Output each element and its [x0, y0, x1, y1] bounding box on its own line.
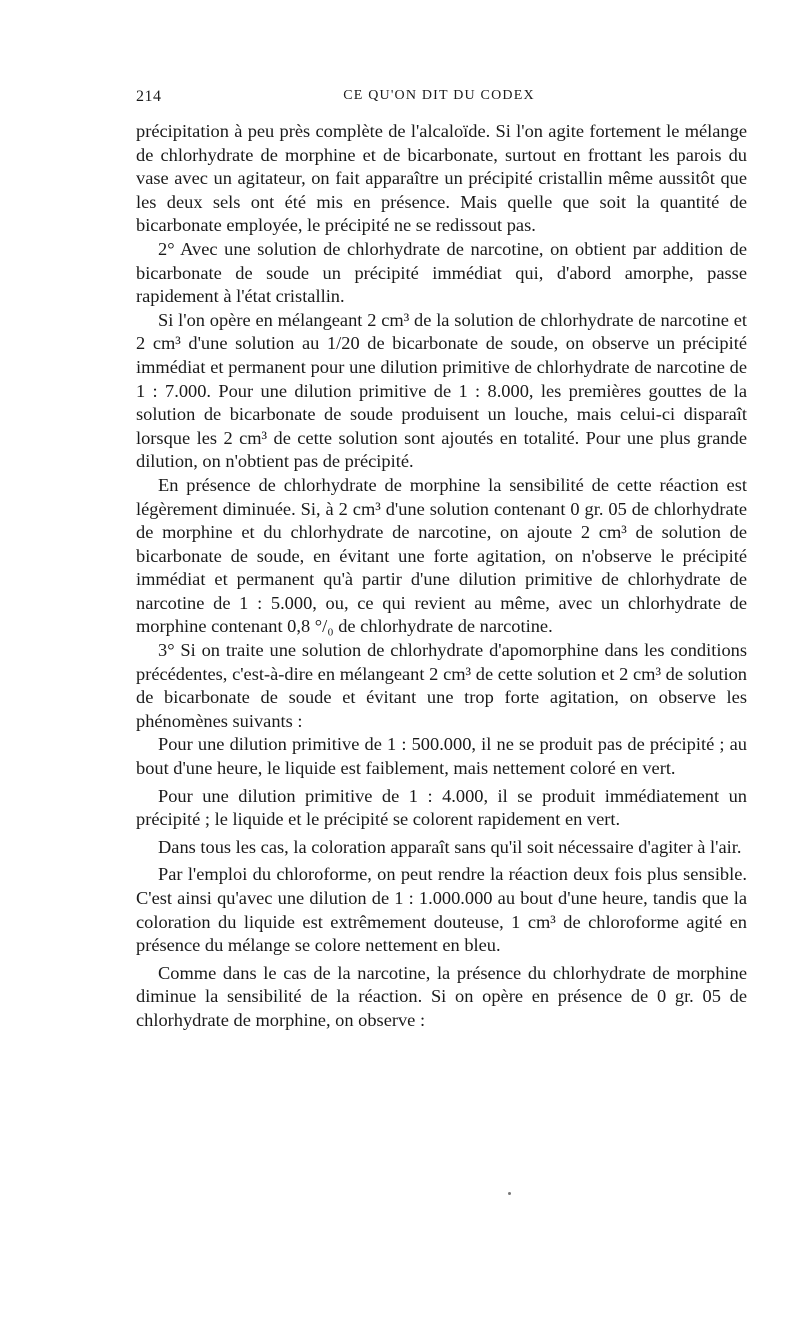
paragraph-narcotine-intro: 2° Avec une solution de chlorhydrate de narcotine, on obtient par addition de bicarbonate de soude un précipité immédiat qui, d'abord amorphe, passe rapidement à l'état cristallin. [136, 238, 747, 307]
paragraph-narcotine-dilution: Si l'on opère en mélangeant 2 cm³ de la solution de chlorhydrate de narcotine et 2 cm³ d'une solution au 1/20 de bicarbonate de soude, on observe un précipité immédiat et permanent pour une dilution primitive de chlorhydrate de narcotine de 1 : 7.000. Pour une dilution primitive de 1 : 8.000, les premières gouttes de la solution de bicarbonate de soude produisent un louche, mais celui-ci disparaît lorsque les 2 cm³ de cette solution sont ajoutés en totalité. Pour une plus grande dilution, on n'obtient pas de précipité. [136, 309, 747, 472]
paragraph-morphine-presence: En présence de chlorhydrate de morphine la sensibilité de cette réaction est légèrement diminuée. Si, à 2 cm³ d'une solution contenant 0 gr. 05 de chlorhydrate de morphine et du chlorhydrate de narcotine, on ajoute 2 cm³ de solution de bicarbonate de soude, en évitant une forte agitation, on n'observe le précipité immédiat et permanent qu'à partir d'une dilution primitive de chlorhydrate de narcotine de 1 : 5.000, ou, ce qui revient au même, avec un chlorhydrate de morphine contenant 0,8 °/₀ de chlorhydrate de narcotine. [136, 474, 747, 637]
body-text [136, 120, 747, 1033]
running-title: CE QU'ON DIT DU CODEX [343, 88, 535, 103]
paragraph-continuation: précipitation à peu près complète de l'alcaloïde. Si l'on agite fortement le mélange de chlorhydrate de morphine et de bicarbonate, surtout en frottant les parois du vase avec un agitateur, on fait apparaître un précipité cristallin même aussitôt que les deux sels ont été mis en présence. Mais quelle que soit la quantité de bicarbonate employée, le précipité ne se redissout pas. [136, 121, 747, 236]
paragraph-dilution-4000: Pour une dilution primitive de 1 : 4.000, il se produit immédiatement un précipité ; le liquide et le précipité se colorent rapidement en vert. [136, 785, 747, 830]
page-header [136, 88, 742, 110]
page-number: 214 [136, 88, 162, 105]
stray-mark [508, 1192, 511, 1195]
paragraph-comparison: Comme dans le cas de la narcotine, la présence du chlorhydrate de morphine diminue la sensibilité de la réaction. Si on opère en présence de 0 gr. 05 de chlorhydrate de morphine, on observe : [136, 962, 747, 1030]
paragraph-apomorphine: 3° Si on traite une solution de chlorhydrate d'apomorphine dans les conditions précédentes, c'est-à-dire en mélangeant 2 cm³ de cette solution et 2 cm³ de solution de bicarbonate de soude et évitant une trop forte agitation, on observe les phénomènes suivants : [136, 640, 747, 731]
paragraph-chloroform: Par l'emploi du chloroforme, on peut rendre la réaction deux fois plus sensible. C'est ainsi qu'avec une dilution de 1 : 1.000.000 au bout d'une heure, tandis que la coloration du liquide est extrêmement douteuse, 1 cm³ de chloroforme agité en présence du mélange se colore nettement en bleu. [136, 864, 747, 956]
paragraph-all-cases: Dans tous les cas, la coloration apparaît sans qu'il soit nécessaire d'agiter à l'air. [158, 836, 742, 857]
paragraph-dilution-500000: Pour une dilution primitive de 1 : 500.000, il ne se produit pas de précipité ; au bout d'une heure, le liquide est faiblement, mais nettement coloré en vert. [136, 734, 747, 779]
